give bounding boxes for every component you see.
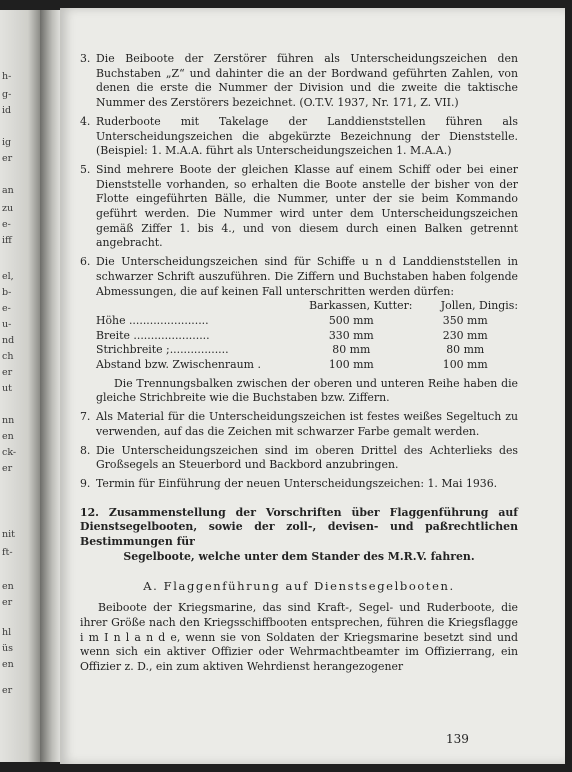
left-page-fragment: id: [2, 105, 12, 116]
row-value-jollen: 230 mm: [442, 328, 488, 342]
left-page-fragment: h-: [2, 71, 12, 82]
left-page-fragment: g-: [2, 89, 12, 100]
left-page-fragment: en: [2, 431, 14, 442]
row-value-barkassen: 80 mm: [332, 343, 371, 357]
row-value-jollen: 80 mm: [446, 343, 485, 357]
table-header-row: [96, 299, 518, 314]
left-page-fragment: ch: [2, 351, 14, 362]
row-value-barkassen: 330 mm: [328, 328, 374, 342]
left-page-fragment: er: [2, 597, 13, 608]
section-heading-center: Segelboote, welche unter dem Stander des M.R.V. fahren.: [123, 549, 475, 563]
item-number: 6.: [80, 255, 91, 269]
table-row: [96, 343, 518, 358]
list-item-6: [80, 255, 518, 406]
row-value-jollen: 350 mm: [442, 313, 488, 327]
item-number: 5.: [80, 162, 91, 176]
left-page-fragment: e-: [2, 303, 11, 314]
left-page-fragment: e-: [2, 219, 11, 230]
left-page-fragment: nd: [2, 335, 15, 346]
left-page-fragment: üs: [2, 643, 13, 654]
page-number: 139: [446, 732, 469, 746]
left-page-fragment: zu: [2, 203, 14, 214]
dimensions-table: [96, 299, 518, 373]
left-page-fragment: er: [2, 463, 13, 474]
left-page-fragment: nn: [2, 415, 15, 426]
left-page-fragment: er: [2, 685, 13, 696]
row-value-jollen: 100 mm: [442, 358, 488, 372]
item-number: 8.: [80, 443, 91, 457]
left-page-fragment: ig: [2, 137, 12, 148]
item-number: 7.: [80, 410, 91, 424]
left-page-fragment: iff: [2, 235, 12, 246]
list-item-7: [80, 410, 518, 439]
item-text: Die Unterscheidungszeichen sind im oberen Drittel des Achterlieks des Großsegels an Steuerbord und Backbord anzubringen.: [96, 443, 518, 472]
left-page-fragment: nit: [2, 529, 15, 540]
item-number: 3.: [80, 52, 91, 65]
header-jollen: Jollen, Dingis:: [440, 299, 518, 313]
left-page-fragment: b-: [2, 287, 12, 298]
left-page-edge: [0, 10, 40, 762]
row-label: Strichbreite ;.................: [96, 343, 229, 357]
left-page-fragment: er: [2, 367, 13, 378]
list-item-5: [80, 163, 518, 251]
list-item-9: [80, 477, 518, 492]
item-text: Termin für Einführung der neuen Unterscheidungszeichen: 1. Mai 1936.: [96, 476, 498, 490]
table-row: [96, 314, 518, 329]
table-row: [96, 358, 518, 373]
row-value-barkassen: 100 mm: [328, 358, 374, 372]
left-page-fragment: hl: [2, 627, 12, 638]
item-text: Die Unterscheidungszeichen sind für Schiffe u n d Landdienststellen in schwarzer Schrift auszuführen. Die Ziffern und Buchstaben haben folgende Abmessungen, die auf keinen Fall unterschritten werden dürfen:: [96, 255, 518, 298]
row-label: Abstand bzw. Zwischenraum .: [96, 358, 261, 372]
item-number: 4.: [80, 114, 91, 128]
list-item-4: [80, 115, 518, 159]
left-page-fragment: ft-: [2, 547, 13, 558]
left-page-fragment: ut: [2, 383, 12, 394]
list-item-3: [80, 52, 518, 111]
item-text: Ruderboote mit Takelage der Landdienststellen führen als Unterscheidungszeichen die abgekürzte Bezeichnung der Dienststelle. (Beispiel: 1. M.A.A. führt als Unterscheidungszeichen 1. M.A.A.): [96, 114, 518, 158]
list-item-8: [80, 444, 518, 473]
body-paragraph: Beiboote der Kriegsmarine, das sind Kraft-, Segel- und Ruderboote, die ihrer Größe nach den Kriegsschiffbooten entsprechen, führen die Kriegsflagge i m I n l a n d e, wenn sie von Soldaten der Kriegsmarine besetzt sind und wenn sich ein aktiver Offizier oder Wehrmachtbeamter im Offizierrang, ein Offizier z. D., ein zum aktiven Wehrdienst herangezogener: [80, 601, 518, 674]
item-number: 9.: [80, 476, 91, 490]
left-page-fragment: er: [2, 153, 13, 164]
left-page-fragment: el,: [2, 271, 14, 282]
page-text: [80, 52, 518, 675]
left-page-fragment: ck-: [2, 447, 17, 458]
left-page-fragment: en: [2, 659, 14, 670]
left-page-fragment: an: [2, 185, 14, 196]
row-label: Höhe .......................: [96, 313, 209, 327]
row-label: Breite ......................: [96, 328, 210, 342]
row-value-barkassen: 500 mm: [328, 313, 374, 327]
book-gutter: [40, 10, 62, 762]
item-body: [96, 255, 518, 406]
section-heading: [80, 506, 518, 565]
table-note: Die Trennungsbalken zwischen der oberen und unteren Reihe haben die gleiche Strichbreite wie die Buchstaben bzw. Ziffern.: [96, 376, 518, 405]
table-row: [96, 329, 518, 344]
header-barkassen: Barkassen, Kutter:: [309, 299, 413, 313]
section-heading-text: 12. Zusammenstellung der Vorschriften über Flaggenführung auf Dienstsegelbooten, sowie der zoll-, devisen- und paßrechtlichen Bestimmungen für: [80, 505, 518, 549]
item-text: Die Beiboote der Zerstörer führen als Unterscheidungszeichen den Buchstaben „Z“ und dahinter die an der Bordwand geführten Zahlen, von denen die erste die Nummer der Division und die zweite die taktische Nummer des Zerstörers bezeichnet. (O.T.V. 1937, Nr. 171, Z. VII.): [96, 52, 518, 110]
left-page-fragment: u-: [2, 319, 12, 330]
item-text: Als Material für die Unterscheidungszeichen ist festes weißes Segeltuch zu verwenden, auf das die Zeichen mit schwarzer Farbe gemalt werden.: [96, 410, 518, 438]
item-text: Sind mehrere Boote der gleichen Klasse auf einem Schiff oder bei einer Dienststelle vorhanden, so erhalten die Boote anstelle der bisher von der Flotte eingeführten Bälle, die Nummer, unter der sie beim Kommando geführt werden. Die Nummer wird unter dem Unterscheidungszeichen gemäß Ziffer 1. bis 4., und von diesem durch einen Balken getrennt angebracht.: [96, 162, 518, 250]
left-page-fragment: en: [2, 581, 14, 592]
subsection-heading: A. Flaggenführung auf Dienstsegelbooten.: [143, 578, 455, 593]
book-page: [60, 8, 565, 764]
